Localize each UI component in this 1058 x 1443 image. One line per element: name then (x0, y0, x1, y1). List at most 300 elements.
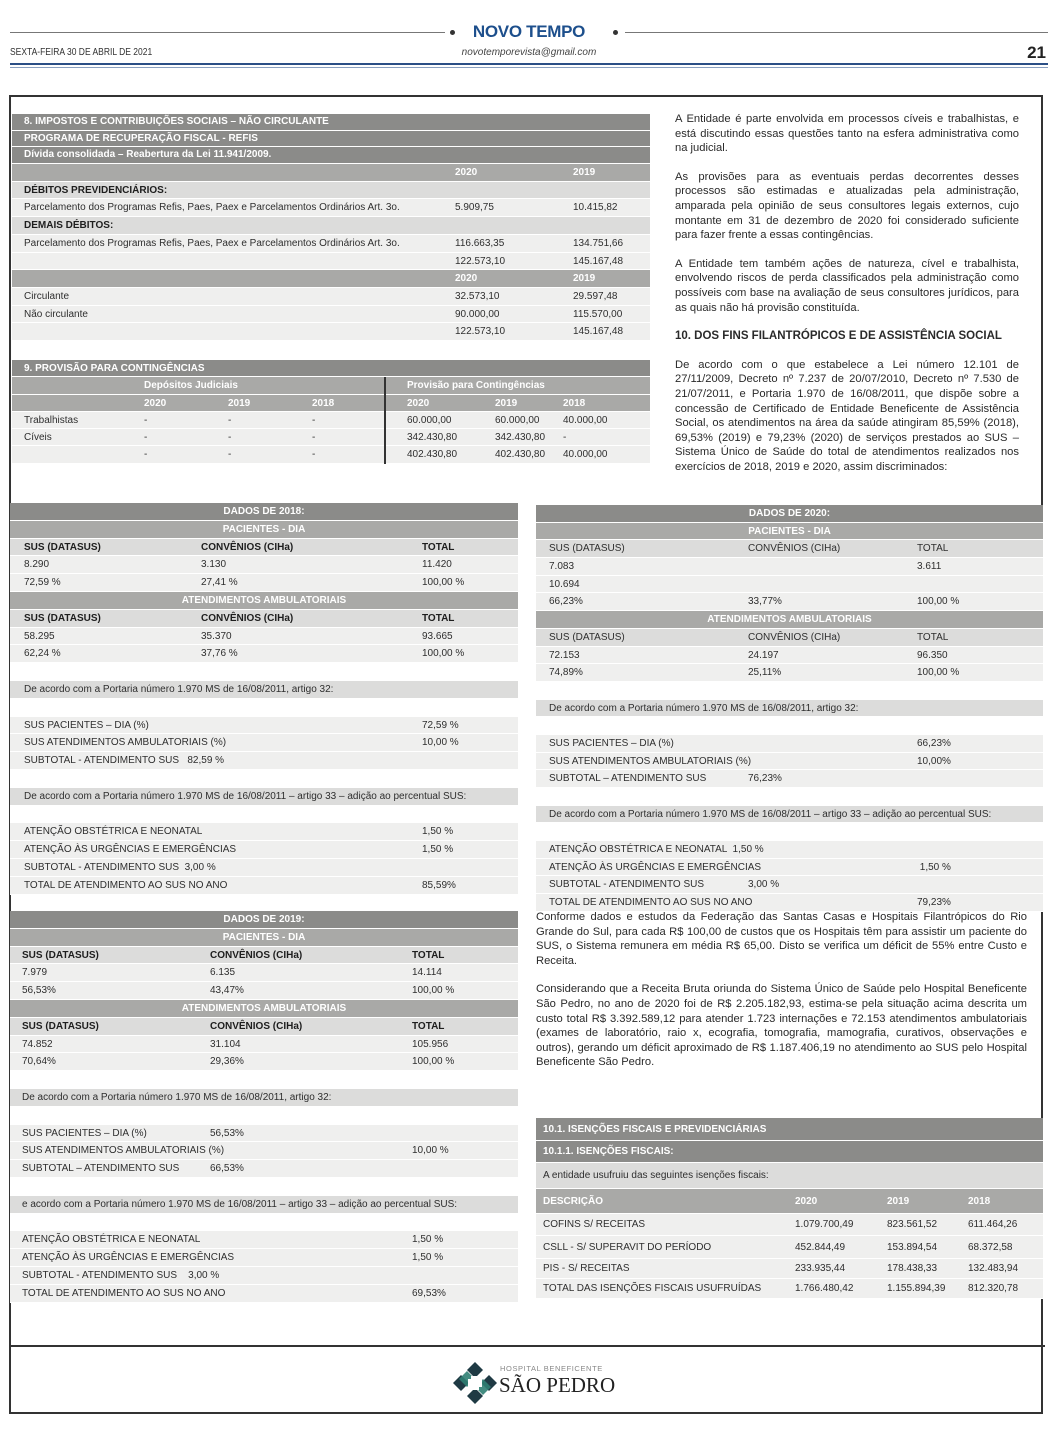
table-cell: - (228, 414, 232, 426)
table-cell: TOTAL (917, 631, 949, 643)
table-dados-2018 (10, 503, 518, 895)
table-row (536, 806, 1043, 824)
table-cell: 40.000,00 (563, 449, 608, 461)
table-cell: 10,00 % (422, 737, 459, 749)
table-cell: ATENÇÃO ÀS URGÊNCIAS E EMERGÊNCIAS (22, 1252, 235, 1264)
table-cell: 31.104 (210, 1038, 241, 1050)
table-cell: 8.290 (24, 559, 50, 571)
table-row (10, 556, 518, 574)
table-header-row (12, 377, 650, 394)
table-cell: 1,50 % (917, 861, 951, 873)
header-rule-thin (10, 67, 1048, 68)
table-cell: CONVÊNIOS (CIHa) (201, 612, 294, 624)
table-header-row (12, 147, 650, 164)
table-cell: SUS (DATASUS) (549, 543, 625, 555)
table-header-row (10, 521, 518, 539)
table-cell: 60.000,00 (495, 414, 540, 426)
table-cell: 2020 (455, 273, 478, 285)
table-row (12, 306, 650, 324)
table-row (10, 947, 518, 965)
table-cell: SUS PACIENTES – DIA (%) (24, 719, 149, 731)
table-cell: De acordo com a Portaria número 1.970 MS de 16/08/2011, artigo 32: (549, 702, 859, 714)
spacer-row (536, 717, 1043, 735)
table-row (536, 540, 1043, 558)
table-cell: 74.852 (22, 1038, 53, 1050)
table-cell: 2018 (563, 397, 586, 409)
table-row (12, 217, 650, 235)
publication-title: NOVO TEMPO (472, 22, 586, 41)
table-cell: TOTAL (412, 949, 445, 961)
table-cell: SUS ATENDIMENTOS AMBULATORIAIS (%) (549, 755, 752, 767)
table-header-row (10, 503, 518, 521)
table-cell: 27,41 % (201, 577, 238, 589)
table-cell: CONVÊNIOS (CIHa) (210, 1020, 303, 1032)
table-row (10, 574, 518, 592)
table-cell: 3.611 (917, 561, 942, 573)
table-cell: Provisão para Contingências (407, 380, 545, 392)
table-cell: Parcelamento dos Programas Refis, Paes, Paex e Parcelamentos Ordinários Art. 3o. (24, 202, 400, 214)
table-cell: 100,00 % (917, 667, 960, 679)
table-row (10, 645, 518, 663)
table-cell: 100,00 % (412, 1056, 455, 1068)
table-cell: 402.430,80 (407, 449, 458, 461)
table-cell: ATENÇÃO ÀS URGÊNCIAS E EMERGÊNCIAS (24, 844, 237, 856)
table-cell: 145.167,48 (573, 255, 624, 267)
table-row (10, 1018, 518, 1036)
table-row (536, 593, 1043, 611)
table-cell: - (144, 414, 148, 426)
table-row (10, 841, 518, 859)
table-cell: 25,11% (748, 667, 782, 679)
table-cell: CONVÊNIOS (CIHa) (210, 949, 303, 961)
table-cell: 37,76 % (201, 648, 238, 660)
table-row (10, 1125, 518, 1143)
paragraph: As provisões para as eventuais perdas decorrentes desses processos são estimadas e atualizadas pela administração, amparada pela opinião de seus consultores legais externos, cujo montante em 31 de dezembro de 2020 foi considerado suficiente para fazer frente a essas contingências. (675, 170, 1019, 242)
table-cell: 43,47% (210, 985, 244, 997)
text-bottom (536, 910, 1027, 1084)
table-cell: A entidade usufruiu das seguintes isenções fiscais: (543, 1170, 769, 1181)
table-cell: 402.430,80 (495, 449, 546, 461)
table-cell: PACIENTES - DIA (222, 523, 306, 535)
table-row (10, 628, 518, 646)
table-cell: 115.570,00 (573, 308, 623, 320)
table-cell: De acordo com a Portaria número 1.970 MS de 16/08/2011 – artigo 33 – adição ao percentual SUS: (24, 790, 467, 802)
table-row (12, 253, 650, 271)
spacer-row (536, 788, 1043, 806)
table-cell: CONVÊNIOS (CIHa) (748, 543, 841, 555)
table-isencoes-fiscais (536, 1118, 1043, 1299)
table-cell: 233.935,44 (795, 1263, 846, 1274)
table-row (12, 412, 650, 429)
spacer-row (536, 823, 1043, 841)
table-row (10, 717, 518, 735)
table-cell: 29.597,48 (573, 290, 618, 302)
table-cell: 2019 (573, 167, 596, 179)
table-cell: e acordo com a Portaria número 1.970 MS de 16/08/2011 – artigo 33 – adição ao percentual SUS: (22, 1198, 458, 1210)
table-cell: 93.665 (422, 630, 453, 642)
table-header-row (536, 1141, 1043, 1163)
table-cell: 24.197 (748, 649, 779, 661)
table-row (536, 735, 1043, 753)
table-cell: 72,59 % (24, 577, 61, 589)
table-cell: SUS PACIENTES – DIA (%) (22, 1127, 147, 1139)
cross-diamond-icon (453, 1362, 497, 1404)
table-cell: 1,50 % (422, 826, 454, 838)
table-cell: 10,00 % (412, 1145, 449, 1157)
table-header-row (536, 611, 1043, 629)
masthead-dot-right (613, 30, 618, 35)
spacer-row (10, 1107, 518, 1125)
table-header-row (12, 131, 650, 148)
table-cell: 76,23% (748, 773, 782, 785)
table-cell: - (312, 449, 316, 461)
table-cell: 6.135 (210, 967, 236, 979)
table-row (536, 859, 1043, 877)
table-cell: DESCRIÇÃO (543, 1196, 604, 1207)
contact-email[interactable]: novotemporevista@gmail.com (461, 47, 597, 58)
table-cell: 35.370 (201, 630, 232, 642)
table-cell: 2019 (887, 1196, 910, 1207)
table-cell: 68.372,58 (968, 1242, 1013, 1253)
section-heading: 10. DOS FINS FILANTRÓPICOS E DE ASSISTÊNCIA SOCIAL (675, 330, 1002, 343)
table-cell: DÉBITOS PREVIDENCIÁRIOS: (24, 184, 168, 196)
table-row (12, 199, 650, 217)
table-cell: 79,23% (917, 897, 951, 909)
table-cell: - (312, 432, 316, 444)
table-cell: 58.295 (24, 630, 55, 642)
table-cell: 56,53% (210, 1127, 244, 1139)
table-provisao-contingencias (12, 360, 650, 464)
table-cell: ATENDIMENTOS AMBULATORIAIS (181, 1002, 347, 1014)
table-row (536, 1214, 1043, 1236)
table-row (10, 1089, 518, 1107)
table-cell: ATENDIMENTOS AMBULATORIAIS (707, 614, 872, 626)
table-cell: TOTAL DAS ISENÇÕES FISCAIS USUFRUÍDAS (543, 1283, 762, 1294)
table-cell: 96.350 (917, 649, 948, 661)
table-cell: TOTAL DE ATENDIMENTO AO SUS NO ANO (549, 897, 753, 909)
table-cell: SUBTOTAL - ATENDIMENTO SUS 3,00 % (24, 861, 216, 873)
table-cell: PACIENTES - DIA (222, 931, 306, 943)
table-cell: 342.430,80 (495, 432, 546, 444)
table-cell: 9. PROVISÃO PARA CONTINGÊNCIAS (24, 363, 205, 374)
table-cell: 62,24 % (24, 648, 61, 660)
table-cell: CONVÊNIOS (CIHa) (201, 541, 294, 553)
table-cell: TOTAL DE ATENDIMENTO AO SUS NO ANO (22, 1287, 226, 1299)
table-cell: 611.464,26 (968, 1219, 1018, 1230)
table-cell: 70,64% (22, 1056, 56, 1068)
table-cell: 1,50 % (422, 844, 454, 856)
table-cell: 2020 (407, 397, 430, 409)
table-cell: SUBTOTAL – ATENDIMENTO SUS (22, 1163, 180, 1175)
table-row (536, 876, 1043, 894)
table-cell: 69,53% (412, 1287, 446, 1299)
table-cell: 178.438,33 (887, 1263, 938, 1274)
table-cell: 134.751,66 (573, 237, 624, 249)
table-cell: 1.766.480,42 (795, 1283, 854, 1294)
spacer-row (10, 1214, 518, 1232)
paragraph: Conforme dados e estudos da Federação das Santas Casas e Hospitais Filantrópicos do Rio Grande do Sul, para cada R$ 100,00 de custos que os Hospitais têm para assistir um paciente do SUS, o Sistema remunera em média R$ 65,00. Disto se verifica um déficit de 55% entre Custo e Receita. (536, 911, 1027, 967)
table-row (12, 235, 650, 253)
table-cell: SUS (DATASUS) (22, 1020, 99, 1032)
table-cell: 1.079.700,49 (795, 1219, 854, 1230)
table-cell: SUS ATENDIMENTOS AMBULATORIAIS (%) (22, 1145, 225, 1157)
table-cell: 7.979 (22, 967, 48, 979)
table-cell: 823.561,52 (887, 1219, 938, 1230)
header-rule (10, 63, 1048, 65)
table-cell: 10.694 (549, 578, 580, 590)
table-header-row (10, 929, 518, 947)
table-cell: DADOS DE 2020: (748, 508, 831, 519)
table-cell: 2018 (968, 1196, 991, 1207)
table-cell: 116.663,35 (455, 237, 505, 249)
table-cell: 1.155.894,39 (887, 1283, 946, 1294)
table-header-row (12, 164, 650, 182)
table-row (10, 1160, 518, 1178)
table-cell: SUS (DATASUS) (24, 612, 101, 624)
table-row (12, 288, 650, 306)
hospital-logo (453, 1362, 616, 1404)
table-cell: - (144, 432, 148, 444)
table-row (536, 841, 1043, 859)
table-header-row (10, 592, 518, 610)
table-row (10, 681, 518, 699)
table-header-row (536, 523, 1043, 541)
table-cell: 40.000,00 (563, 414, 608, 426)
table-cell: 66,23% (917, 737, 951, 749)
table-row (12, 323, 650, 341)
table-cell: De acordo com a Portaria número 1.970 MS de 16/08/2011 – artigo 33 – adição ao percentual SUS: (549, 808, 992, 820)
table-cell: 145.167,48 (573, 326, 624, 338)
table-cell: SUS (DATASUS) (22, 949, 99, 961)
table-cell: - (228, 449, 232, 461)
table-cell: 132.483,94 (968, 1263, 1019, 1274)
table-header-row (12, 395, 650, 412)
table-cell: TOTAL (917, 543, 949, 555)
masthead-rule-right (625, 32, 1048, 33)
table-row (10, 877, 518, 895)
table-row (536, 770, 1043, 788)
table-row (10, 1249, 518, 1267)
table-cell: Cíveis (24, 432, 52, 444)
table-cell: 2018 (312, 397, 335, 409)
table-row (536, 1259, 1043, 1279)
table-cell: DADOS DE 2018: (223, 506, 305, 517)
table-cell: 33,77% (748, 596, 782, 608)
table-cell: - (144, 449, 148, 461)
table-row (536, 576, 1043, 594)
table-cell: 105.956 (412, 1038, 449, 1050)
table-cell: SUBTOTAL – ATENDIMENTO SUS (549, 773, 707, 785)
table-row (536, 558, 1043, 576)
table-cell: 2019 (495, 397, 518, 409)
table-cell: PROGRAMA DE RECUPERAÇÃO FISCAL - REFIS (24, 132, 258, 144)
table-cell: CONVÊNIOS (CIHa) (748, 631, 841, 643)
table-cell: 100,00 % (412, 985, 455, 997)
table-cell: SUBTOTAL - ATENDIMENTO SUS 3,00 % (22, 1269, 220, 1281)
table-row (10, 788, 518, 806)
table-cell: ATENÇÃO OBSTÉTRICA E NEONATAL 1,50 % (549, 844, 764, 856)
table-row (12, 446, 650, 463)
table-cell: 2020 (144, 397, 167, 409)
table-header-row (536, 1118, 1043, 1141)
table-cell: ATENÇÃO OBSTÉTRICA E NEONATAL (24, 826, 203, 838)
spacer-row (10, 1071, 518, 1089)
table-cell: 7.083 (549, 561, 575, 573)
table-cell: 74,89% (549, 667, 583, 679)
table-row (10, 1267, 518, 1285)
table-cell: 10.1. ISENÇÕES FISCAIS E PREVIDENCIÁRIAS (543, 1124, 767, 1135)
table-cell: Depósitos Judiciais (144, 380, 238, 392)
table-cell: TOTAL (422, 612, 455, 624)
table-header-row (12, 270, 650, 288)
table-cell: Trabalhistas (24, 414, 79, 426)
table-header-row (12, 114, 650, 131)
table-header-row (10, 1000, 518, 1018)
table-cell: CSLL - S/ SUPERAVIT DO PERÍODO (543, 1242, 712, 1253)
table-cell: 2019 (228, 397, 251, 409)
table-header-row (12, 360, 650, 377)
table-cell: - (563, 432, 567, 444)
table-row (10, 1285, 518, 1303)
table-row (10, 859, 518, 877)
table-cell: 122.573,10 (455, 326, 506, 338)
table-cell: De acordo com a Portaria número 1.970 MS de 16/08/2011, artigo 32: (22, 1091, 332, 1103)
table-cell: SUS PACIENTES – DIA (%) (549, 737, 674, 749)
table-cell: 10,00% (917, 755, 951, 767)
logo-name: SÃO PEDRO (499, 1373, 616, 1397)
table-cell: PIS - S/ RECEITAS (543, 1263, 630, 1274)
table-cell: 10.415,82 (573, 202, 618, 214)
spacer-row (536, 682, 1043, 700)
table-cell: ATENDIMENTOS AMBULATORIAIS (181, 594, 347, 606)
table-cell: 32.573,10 (455, 290, 500, 302)
table-cell: Não circulante (24, 308, 88, 320)
table-cell: 452.844,49 (795, 1242, 846, 1253)
table-cell: 1,50 % (412, 1234, 444, 1246)
table-row (10, 734, 518, 752)
spacer-row (10, 699, 518, 717)
table-row (12, 429, 650, 446)
table-row (536, 1279, 1043, 1299)
table-cell: 3.130 (201, 559, 227, 571)
table-row (10, 539, 518, 557)
table-cell: 122.573,10 (455, 255, 506, 267)
spacer-row (10, 806, 518, 824)
paragraph: A Entidade é parte envolvida em processos cíveis e trabalhistas, e está discutindo essas questões tanto na esfera administrativa como na judicial. (675, 113, 1019, 155)
table-row (10, 982, 518, 1000)
table-row (10, 823, 518, 841)
table-row (536, 647, 1043, 665)
table-cell: 72,59 % (422, 719, 459, 731)
table-row (10, 1196, 518, 1214)
table-cell: 100,00 % (422, 577, 465, 589)
paragraph: A Entidade tem também ações de natureza, cível e trabalhista, envolvendo riscos de perda classificados pela administração como possíveis com base na avaliação de seus consultores jurídicos, para as quais não há provisão constituída. (675, 257, 1019, 314)
table-cell: 72.153 (549, 649, 580, 661)
table-cell: SUBTOTAL - ATENDIMENTO SUS 82,59 % (24, 755, 225, 767)
table-cell: 2020 (795, 1196, 818, 1207)
table-row (10, 1231, 518, 1249)
table-cell: TOTAL (422, 541, 455, 553)
table-cell: 100,00 % (917, 596, 960, 608)
footer-divider (9, 1345, 1045, 1347)
table-cell: 2019 (573, 273, 596, 285)
table-header-row (536, 1189, 1043, 1214)
table-cell: TOTAL (412, 1020, 445, 1032)
table-header-row (10, 911, 518, 929)
table-row (10, 1036, 518, 1054)
table-cell: TOTAL DE ATENDIMENTO AO SUS NO ANO (24, 879, 228, 891)
table-header-row (536, 505, 1043, 523)
table-cell: 153.894,54 (887, 1242, 938, 1253)
table-cell: 85,59% (422, 879, 456, 891)
table-cell: DEMAIS DÉBITOS: (24, 220, 114, 232)
table-row (10, 1053, 518, 1071)
table-cell: 5.909,75 (455, 202, 494, 214)
table-row (10, 1142, 518, 1160)
table-row (10, 752, 518, 770)
table-cell: PACIENTES - DIA (748, 525, 831, 537)
table-cell: De acordo com a Portaria número 1.970 MS de 16/08/2011, artigo 32: (24, 683, 334, 695)
table-cell: 60.000,00 (407, 414, 452, 426)
table-cell: ATENÇÃO OBSTÉTRICA E NEONATAL (22, 1234, 201, 1246)
table-cell: SUS ATENDIMENTOS AMBULATORIAIS (%) (24, 737, 227, 749)
table-cell: COFINS S/ RECEITAS (543, 1219, 646, 1230)
paragraph: Considerando que a Receita Bruta oriunda do Sistema Único de Saúde pelo Hospital Beneficente São Pedro, no ano de 2020 foi de R$ 2.205.182,93, estima-se pela situação acima descrita um custo total R$ 3.392.589,12 para atender 1.723 internações e 72.153 atendimentos ambulatoriais (exames de laboratório, raio x, ecografia, tomografia, mamografia, curativos, observações e outros), gerando um déficit aproximado de R$ 1.187.406,19 no atendimento ao SUS pelo Hospital Beneficente São Pedro. (536, 983, 1027, 1069)
table-row (536, 700, 1043, 718)
table-cell: 90.000,00 (455, 308, 500, 320)
table-cell: ATENÇÃO ÀS URGÊNCIAS E EMERGÊNCIAS (549, 861, 762, 873)
table-cell: - (228, 432, 232, 444)
table-row (536, 1236, 1043, 1259)
table-cell: DADOS DE 2019: (223, 914, 305, 925)
table-row (10, 964, 518, 982)
table-row (12, 182, 650, 200)
table-cell: SUS (DATASUS) (24, 541, 101, 553)
table-row (536, 664, 1043, 682)
table-dados-2019 (10, 911, 518, 1303)
table-row (536, 629, 1043, 647)
table-cell: SUBTOTAL - ATENDIMENTO SUS (549, 879, 705, 891)
table-cell: 10.1.1. ISENÇÕES FISCAIS: (543, 1146, 674, 1157)
table-row (10, 610, 518, 628)
logo-subtitle: HOSPITAL BENEFICENTE (500, 1364, 603, 1373)
table-row (536, 753, 1043, 771)
table-cell: 66,53% (210, 1163, 244, 1175)
text-top (675, 112, 1019, 488)
table-cell: 56,53% (22, 985, 56, 997)
table-cell: 11.420 (422, 559, 452, 571)
spacer-row (10, 770, 518, 788)
table-cell: 1,50 % (412, 1252, 444, 1264)
table-divider (384, 377, 386, 464)
table-cell: 14.114 (412, 967, 442, 979)
table-cell: 812.320,78 (968, 1283, 1019, 1294)
spacer-row (10, 663, 518, 681)
table-cell: 29,36% (210, 1056, 244, 1068)
table-cell: Dívida consolidada – Reabertura da Lei 11.941/2009. (24, 149, 272, 161)
table-row (536, 1163, 1043, 1189)
table-cell: 66,23% (549, 596, 583, 608)
table-cell: SUS (DATASUS) (549, 631, 625, 643)
table-cell: 342.430,80 (407, 432, 458, 444)
table-cell: 2020 (455, 167, 478, 179)
table-impostos-refis (12, 114, 650, 341)
table-cell: Parcelamento dos Programas Refis, Paes, Paex e Parcelamentos Ordinários Art. 3o. (24, 237, 400, 249)
issue-date: SEXTA-FEIRA 30 DE ABRIL DE 2021 (10, 47, 153, 58)
table-cell: 100,00 % (422, 648, 465, 660)
table-cell: Circulante (24, 290, 70, 302)
table-dados-2020 (536, 505, 1043, 912)
